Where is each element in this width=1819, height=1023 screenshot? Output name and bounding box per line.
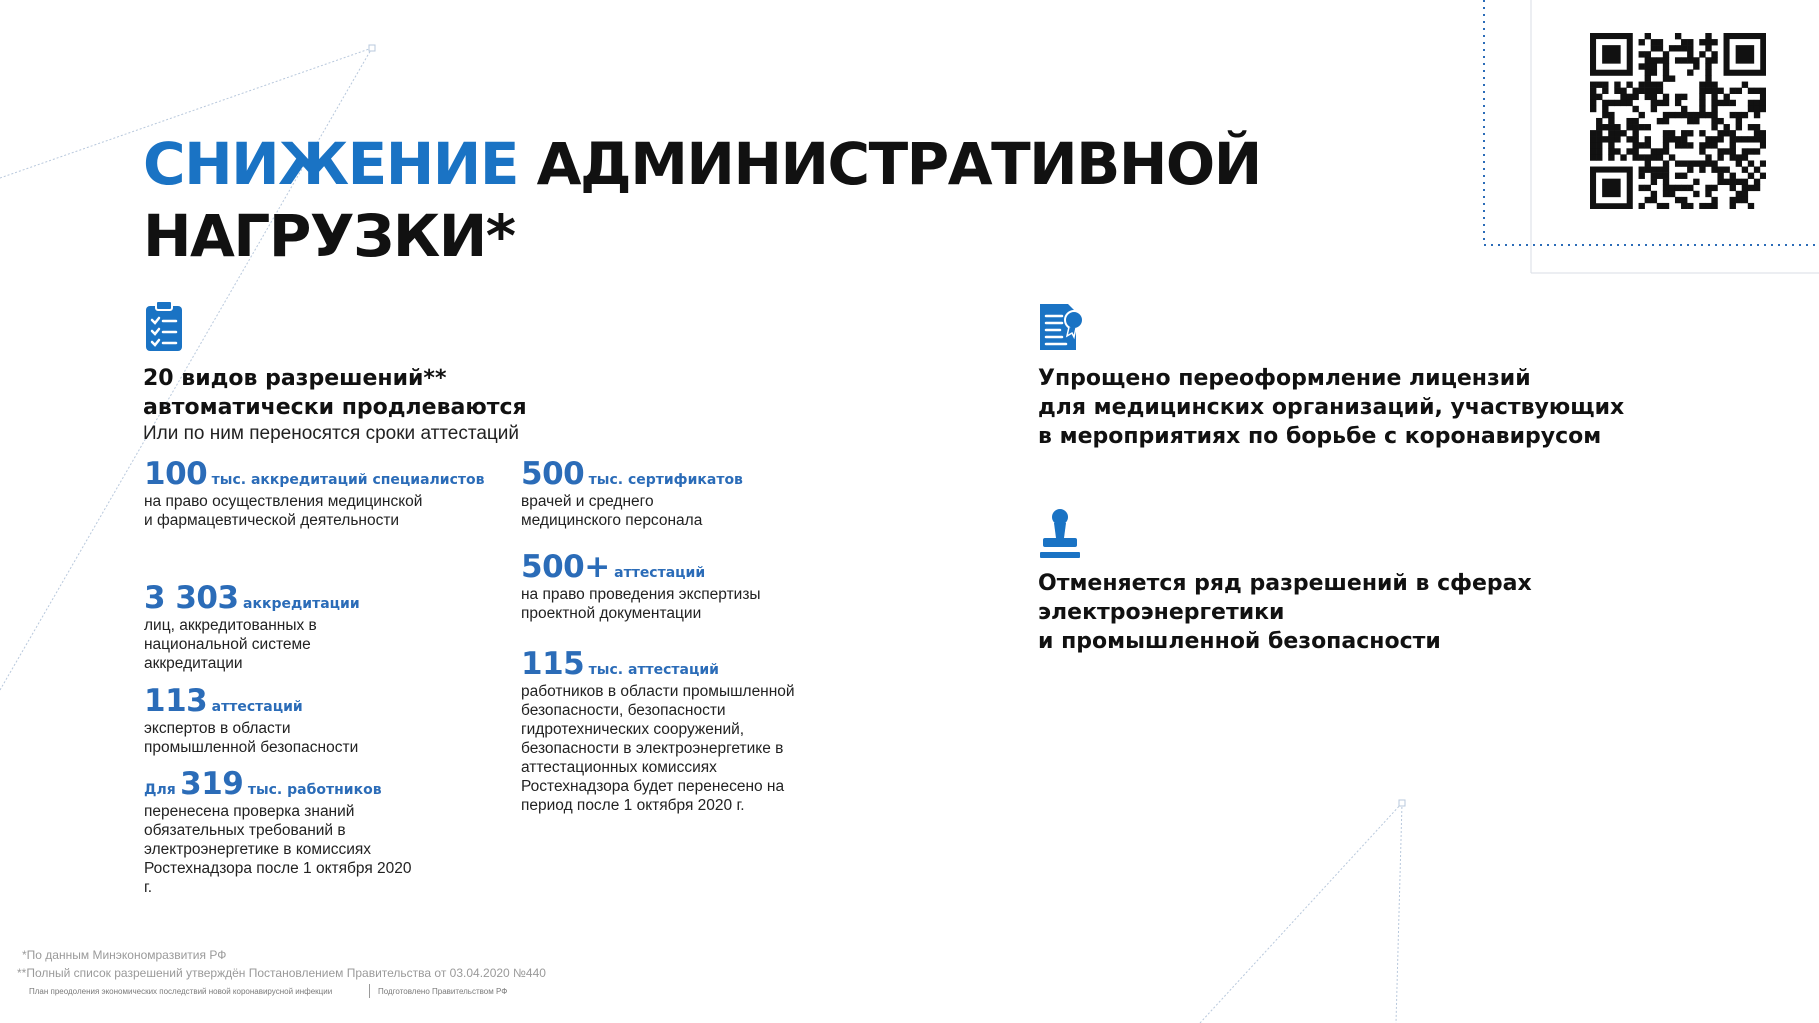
right-block-line: для медицинских организаций, участвующих: [1038, 395, 1625, 420]
footer-plan: План преодоления экономических последствий новой коронавирусной инфекции: [29, 987, 333, 996]
stat-desc: экспертов в области промышленной безопасности: [144, 720, 359, 756]
stat-unit: аттестаций: [211, 699, 303, 715]
stat-unit: аттестаций: [614, 565, 706, 581]
stat-desc: работников в области промышленной безопасности, безопасности гидротехнических сооружений, безопасности в электроэнергетике в аттестационных комиссиях Ростехнадзора будет перенесено на период после 1 октября 2020 г.: [521, 683, 795, 814]
stamp-icon: [1038, 508, 1082, 560]
stat-desc: перенесена проверка знаний обязательных требований в электроэнергетике в комиссиях Ростехнадзора после 1 октября 2020 г.: [144, 803, 412, 896]
certificate-document-icon: [1038, 302, 1086, 352]
page-title: [143, 128, 1261, 272]
stat-desc: на право осуществления медицинской и фармацевтической деятельности: [144, 493, 423, 529]
stat-item: [144, 580, 494, 673]
stat-item: [521, 549, 871, 623]
left-lead-line1: 20 видов разрешений**: [143, 366, 447, 391]
stat-item: [521, 646, 871, 815]
stat-number: 500: [521, 456, 585, 492]
left-lead-line2: автоматически продлеваются: [143, 395, 527, 420]
stat-item: [144, 766, 494, 897]
stat-unit: тыс. работников: [247, 782, 382, 798]
title-rest: АДМИНИСТРАТИВНОЙ: [536, 130, 1261, 198]
right-block-line: электроэнергетики: [1038, 600, 1285, 625]
qr-code-icon[interactable]: [1590, 33, 1766, 209]
clipboard-checklist-icon: [145, 300, 183, 352]
footnote-1: *По данным Минэкономразвития РФ: [22, 948, 227, 962]
right-block-line: Упрощено переоформление лицензий: [1038, 366, 1531, 391]
stat-number: 100: [144, 456, 208, 492]
stat-unit: аккредитации: [243, 596, 360, 612]
footnote-2: **Полный список разрешений утверждён Постановлением Правительства от 03.04.2020 №440: [17, 966, 546, 980]
stat-prefix: Для: [144, 782, 176, 798]
right-block-line: и промышленной безопасности: [1038, 629, 1441, 654]
title-highlight: СНИЖЕНИЕ: [143, 130, 518, 198]
left-lead: [143, 364, 527, 446]
right-block-line: в мероприятиях по борьбе с коронавирусом: [1038, 424, 1602, 449]
stat-unit: тыс. аккредитаций специалистов: [211, 472, 485, 488]
right-block-permits: [1038, 569, 1678, 656]
stat-unit: тыс. аттестаций: [588, 662, 719, 678]
right-block-licenses: [1038, 364, 1678, 451]
stat-item: [521, 456, 871, 530]
stat-item: [144, 456, 494, 530]
stat-desc: лиц, аккредитованных в национальной системе аккредитации: [144, 617, 317, 672]
left-sub: Или по ним переносятся сроки аттестаций: [143, 423, 520, 444]
stat-desc: на право проведения экспертизы проектной документации: [521, 586, 761, 622]
stat-unit: тыс. сертификатов: [588, 472, 743, 488]
footer-prepared: Подготовлено Правительством РФ: [378, 987, 508, 996]
stat-item: [144, 683, 494, 757]
right-block-line: Отменяется ряд разрешений в сферах: [1038, 571, 1532, 596]
title-line2: НАГРУЗКИ*: [143, 202, 515, 270]
stat-desc: врачей и среднего медицинского персонала: [521, 493, 703, 529]
stat-number: 319: [180, 766, 244, 802]
stat-number: 115: [521, 646, 585, 682]
footer-divider: [369, 984, 370, 998]
stat-number: 113: [144, 683, 208, 719]
stat-number: 3 303: [144, 580, 239, 616]
stat-number: 500+: [521, 549, 610, 585]
